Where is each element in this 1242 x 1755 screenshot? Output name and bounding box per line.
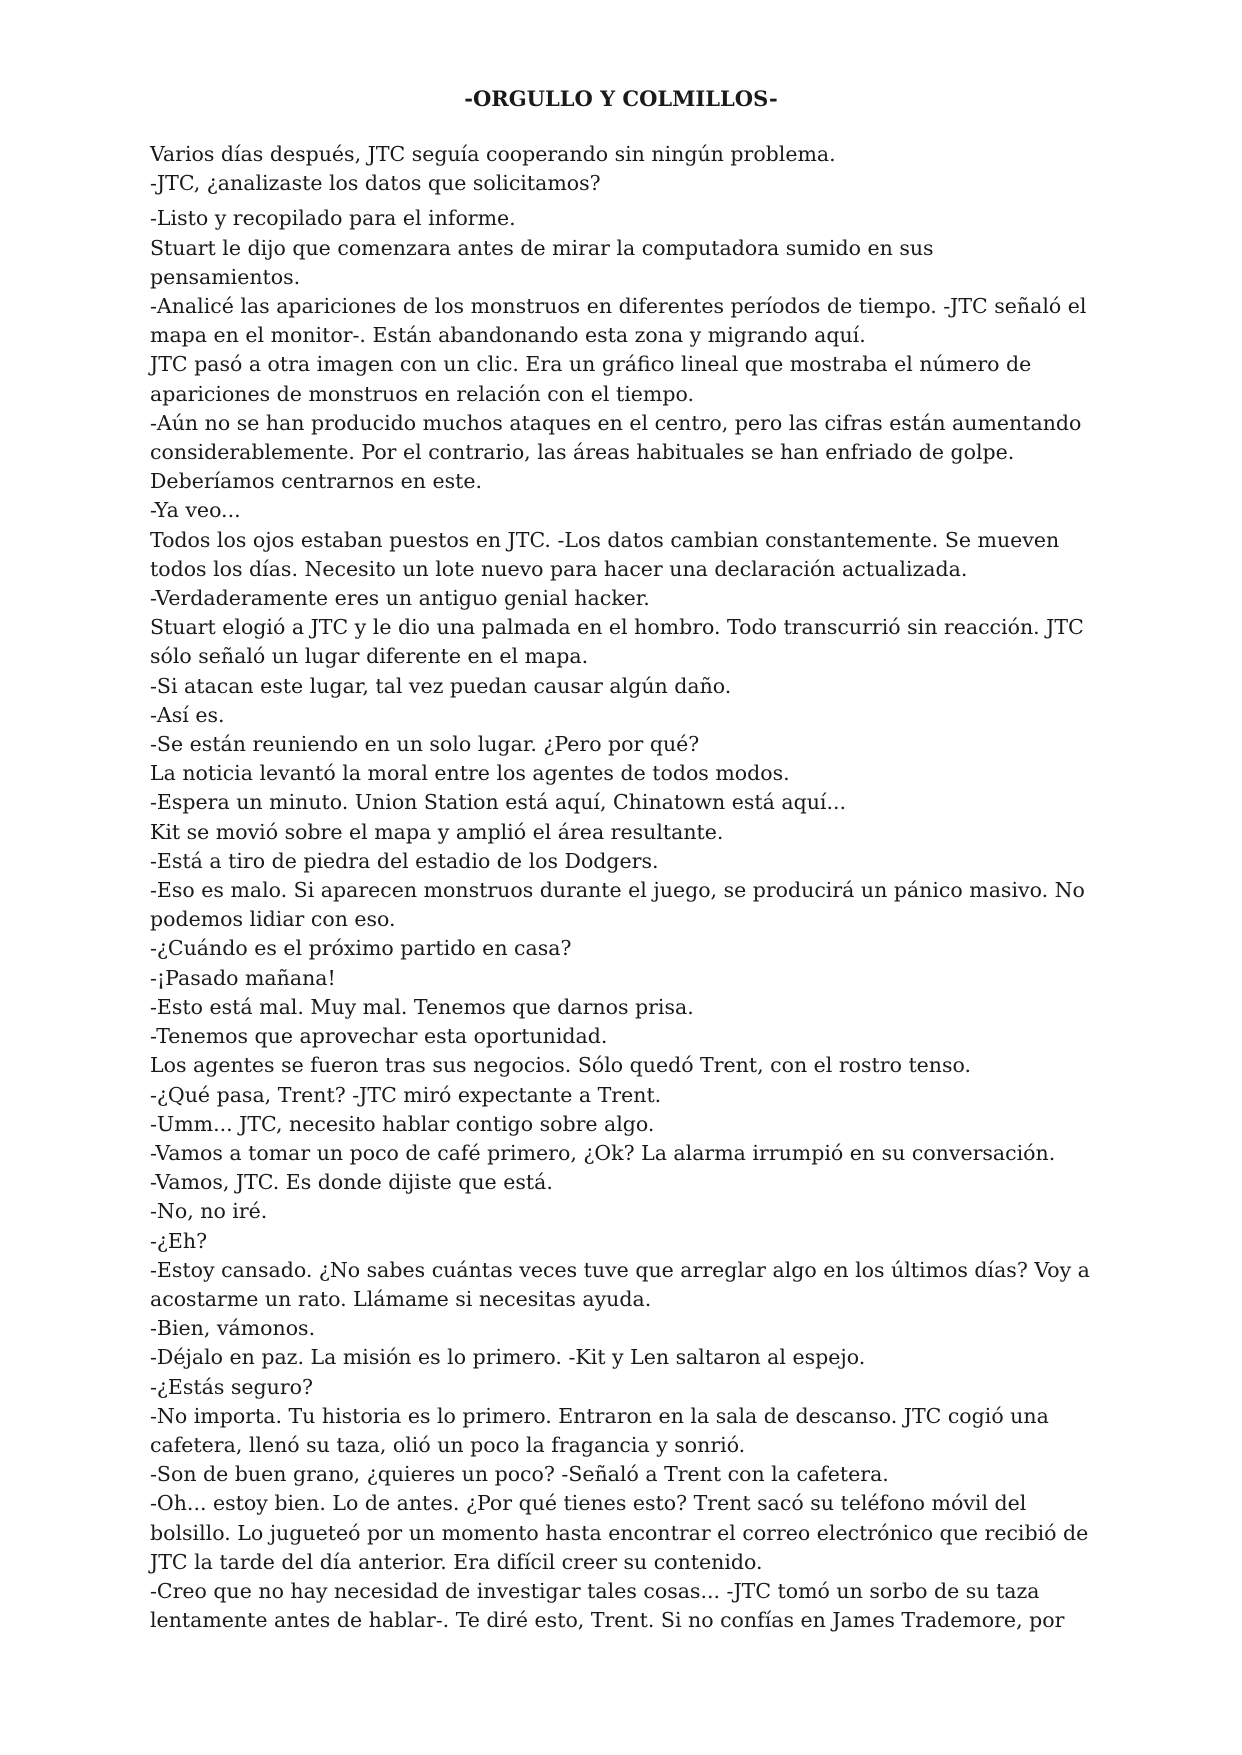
paragraph: -JTC, ¿analizaste los datos que solicitamos?	[150, 171, 601, 196]
paragraph: -Listo y recopilado para el informe.	[150, 206, 516, 231]
paragraph: -Umm... JTC, necesito hablar contigo sobre algo.	[150, 1111, 655, 1136]
document-title: -ORGULLO Y COLMILLOS-	[464, 86, 778, 111]
paragraph: -¿Eh?	[150, 1228, 208, 1253]
paragraph: -Vamos, JTC. Es donde dijiste que está.	[150, 1170, 553, 1195]
paragraph: -Bien, vámonos.	[150, 1316, 316, 1341]
paragraph: -Analicé las apariciones de los monstruos en diferentes períodos de tiempo. -JTC señaló el mapa en el monitor-. Están abandonando esta zona y migrando aquí.	[150, 294, 1087, 348]
paragraph: -¡Pasado mañana!	[150, 965, 336, 990]
paragraph: -¿Cuándo es el próximo partido en casa?	[150, 936, 572, 961]
paragraph: Los agentes se fueron tras sus negocios. Sólo quedó Trent, con el rostro tenso.	[150, 1053, 972, 1078]
paragraph: Varios días después, JTC seguía cooperando sin ningún problema.	[150, 142, 836, 166]
paragraph: -Creo que no hay necesidad de investigar tales cosas... -JTC tomó un sorbo de su taza lentamente antes de hablar-. Te diré esto, Trent. Si no confías en James Trademore, por	[150, 1578, 1065, 1633]
paragraph: -Eso es malo. Si aparecen monstruos durante el juego, se producirá un pánico masivo. No podemos lidiar con eso.	[150, 878, 1085, 932]
paragraph: -Son de buen grano, ¿quieres un poco? -Señaló a Trent con la cafetera.	[150, 1462, 889, 1487]
paragraph: -No, no iré.	[150, 1199, 268, 1224]
paragraph: -Ya veo...	[150, 498, 241, 523]
paragraph: -Estoy cansado. ¿No sabes cuántas veces tuve que arreglar algo en los últimos días? Voy a acostarme un rato. Llámame si necesitas ayuda.	[150, 1257, 1090, 1311]
paragraph: -Se están reuniendo en un solo lugar. ¿Pero por qué?	[150, 732, 700, 757]
paragraph: -Esto está mal. Muy mal. Tenemos que darnos prisa.	[150, 994, 694, 1019]
paragraph: -Verdaderamente eres un antiguo genial hacker.	[150, 586, 650, 611]
paragraph: -Tenemos que aprovechar esta oportunidad.	[150, 1024, 608, 1049]
paragraph: -Oh... estoy bien. Lo de antes. ¿Por qué tienes esto? Trent sacó su teléfono móvil del bolsillo. Lo jugueteó por un momento hasta encontrar el correo electrónico que recibió de JTC la tarde del día anterior. Era difícil creer su contenido.	[150, 1491, 1089, 1574]
paragraph: Stuart elogió a JTC y le dio una palmada en el hombro. Todo transcurrió sin reacción. JTC sólo señaló un lugar diferente en el mapa.	[150, 615, 1084, 669]
paragraph: -No importa. Tu historia es lo primero. Entraron en la sala de descanso. JTC cogió una cafetera, llenó su taza, olió un poco la fragancia y sonrió.	[150, 1403, 1049, 1457]
paragraph: -Aún no se han producido muchos ataques en el centro, pero las cifras están aumentando considerablemente. Por el contrario, las áreas habituales se han enfriado de golpe. Deberíamos centrarnos en este.	[150, 410, 1082, 494]
paragraph: -Déjalo en paz. La misión es lo primero. -Kit y Len saltaron al espejo.	[150, 1345, 866, 1370]
paragraph: Todos los ojos estaban puestos en JTC. -Los datos cambian constantemente. Se mueven todos los días. Necesito un lote nuevo para hacer una declaración actualizada.	[150, 527, 1060, 581]
paragraph: -Espera un minuto. Union Station está aquí, Chinatown está aquí...	[150, 790, 846, 815]
paragraph: -Si atacan este lugar, tal vez puedan causar algún daño.	[150, 673, 732, 698]
paragraph: JTC pasó a otra imagen con un clic. Era un gráfico lineal que mostraba el número de apariciones de monstruos en relación con el tiempo.	[150, 352, 1032, 406]
paragraph: -¿Qué pasa, Trent? -JTC miró expectante a Trent.	[150, 1082, 662, 1107]
paragraph: Stuart le dijo que comenzara antes de mirar la computadora sumido en sus pensamientos.	[150, 235, 934, 289]
paragraph: La noticia levantó la moral entre los agentes de todos modos.	[150, 761, 790, 786]
paragraph: -Está a tiro de piedra del estadio de los Dodgers.	[150, 848, 659, 873]
paragraph: -Vamos a tomar un poco de café primero, ¿Ok? La alarma irrumpió en su conversación.	[150, 1140, 1056, 1165]
paragraph: Kit se movió sobre el mapa y amplió el área resultante.	[150, 819, 724, 844]
paragraph: -¿Estás seguro?	[150, 1374, 314, 1399]
paragraph: -Así es.	[150, 702, 225, 727]
document-body	[150, 140, 1090, 1635]
